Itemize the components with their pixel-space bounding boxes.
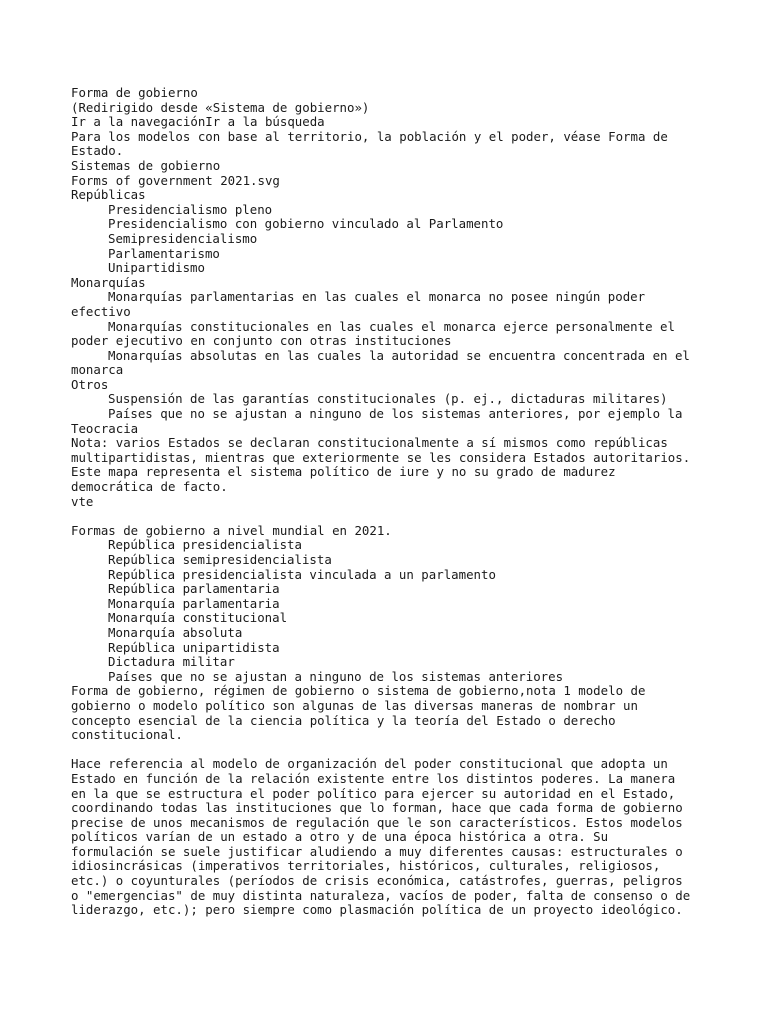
indented-text-line: Países que no se ajustan a ninguno de los sistemas anteriores, por ejemplo la — [108, 406, 683, 422]
text-line: poder ejecutivo en conjunto con otras instituciones — [71, 333, 452, 349]
text-line: Monarquías — [71, 274, 146, 290]
text-line: Forma de gobierno — [71, 85, 198, 100]
text-line: Ir a la navegaciónIr a la búsqueda — [71, 114, 325, 130]
text-line: Nota: varios Estados se declaran constitucionalmente a sí mismos como repúblicas — [71, 435, 668, 451]
indented-text-line: Presidencialismo con gobierno vinculado al Parlamento — [108, 216, 504, 232]
text-line: efectivo — [71, 303, 131, 319]
indented-text-line: Monarquías parlamentarias en las cuales el monarca no posee ningún poder — [108, 289, 646, 305]
text-line: Forms of government 2021.svg — [71, 172, 280, 188]
indented-text-line: Monarquía absoluta — [108, 624, 243, 640]
text-line: Teocracia — [71, 420, 139, 436]
text-line: Sistemas de gobierno — [71, 157, 221, 173]
indented-text-line: Países que no se ajustan a ninguno de los sistemas anteriores — [108, 668, 564, 684]
text-line: etc.) o coyunturales (períodos de crisis económica, catástrofes, guerras, peligros — [71, 873, 683, 889]
text-line: liderazgo, etc.); pero siempre como plasmación política de un proyecto ideológico. — [71, 902, 683, 918]
indented-text-line: Monarquías absolutas en las cuales la autoridad se encuentra concentrada en el — [108, 347, 690, 363]
text-line: políticos varían de un estado a otro y de una época histórica a otra. Su — [71, 829, 609, 845]
text-line: Este mapa representa el sistema político de iure y no su grado de madurez — [71, 464, 616, 480]
document-body — [71, 86, 711, 918]
text-line: Otros — [71, 376, 109, 392]
text-line: en la que se estructura el poder político para ejercer su autoridad en el Estado, — [71, 785, 676, 801]
text-line: concepto esencial de la ciencia política y la teoría del Estado o derecho — [71, 712, 616, 728]
text-line: idiosincrásicas (imperativos territoriales, históricos, culturales, religiosos, — [71, 858, 661, 874]
indented-text-line: República presidencialista — [108, 537, 302, 553]
text-line: Forma de gobierno, régimen de gobierno o sistema de gobierno,nota 1 modelo de — [71, 683, 646, 699]
text-line: Para los modelos con base al territorio, la población y el poder, véase Forma de — [71, 128, 668, 144]
indented-text-line: República parlamentaria — [108, 581, 280, 597]
indented-text-line: Semipresidencialismo — [108, 230, 258, 246]
indented-text-line: Suspensión de las garantías constitucionales (p. ej., dictaduras militares) — [108, 391, 668, 407]
text-line: coordinando todas las instituciones que lo forman, hace que cada forma de gobierno — [71, 800, 683, 816]
indented-text-line: Monarquía constitucional — [108, 610, 288, 626]
indented-text-line: República semipresidencialista — [108, 552, 332, 567]
text-line: precise de unos mecanismos de regulación que le son característicos. Estos modelos — [71, 814, 683, 830]
text-line: Hace referencia al modelo de organización del poder constitucional que adopta un — [71, 756, 668, 772]
text-line: formulación se suele justificar aludiendo a muy diferentes causas: estructurales o — [71, 843, 683, 859]
indented-text-line: Presidencialismo pleno — [108, 201, 273, 217]
text-line: (Redirigido desde «Sistema de gobierno») — [71, 99, 370, 115]
indented-text-line: Monarquías constitucionales en las cuales el monarca ejerce personalmente el — [108, 318, 675, 334]
text-line: o "emergencias" de muy distinta naturaleza, vacíos de poder, falta de consenso o de — [71, 887, 691, 903]
text-line: Estado. — [71, 143, 124, 159]
text-line: Formas de gobierno a nivel mundial en 2021. — [71, 522, 392, 538]
text-line: democrática de facto. — [71, 479, 228, 495]
indented-text-line: Parlamentarismo — [108, 245, 220, 261]
indented-text-line: Unipartidismo — [108, 260, 205, 276]
indented-text-line: República unipartidista — [108, 639, 280, 655]
text-line: Estado en función de la relación existente entre los distintos poderes. La manera — [71, 770, 676, 786]
text-line: Repúblicas — [71, 187, 146, 203]
indented-text-line: Monarquía parlamentaria — [108, 595, 280, 611]
blank-line — [71, 509, 711, 524]
indented-text-line: República presidencialista vinculada a un parlamento — [108, 566, 496, 582]
text-line: gobierno o modelo político son algunas de las diversas maneras de nombrar un — [71, 697, 638, 713]
text-line: vte — [71, 493, 94, 509]
indented-text-line: Dictadura militar — [108, 654, 235, 670]
blank-line — [71, 743, 711, 758]
text-line: multipartidistas, mientras que exteriormente se les considera Estados autoritarios. — [71, 449, 691, 465]
text-line: monarca — [71, 362, 124, 378]
text-line: constitucional. — [71, 727, 183, 743]
